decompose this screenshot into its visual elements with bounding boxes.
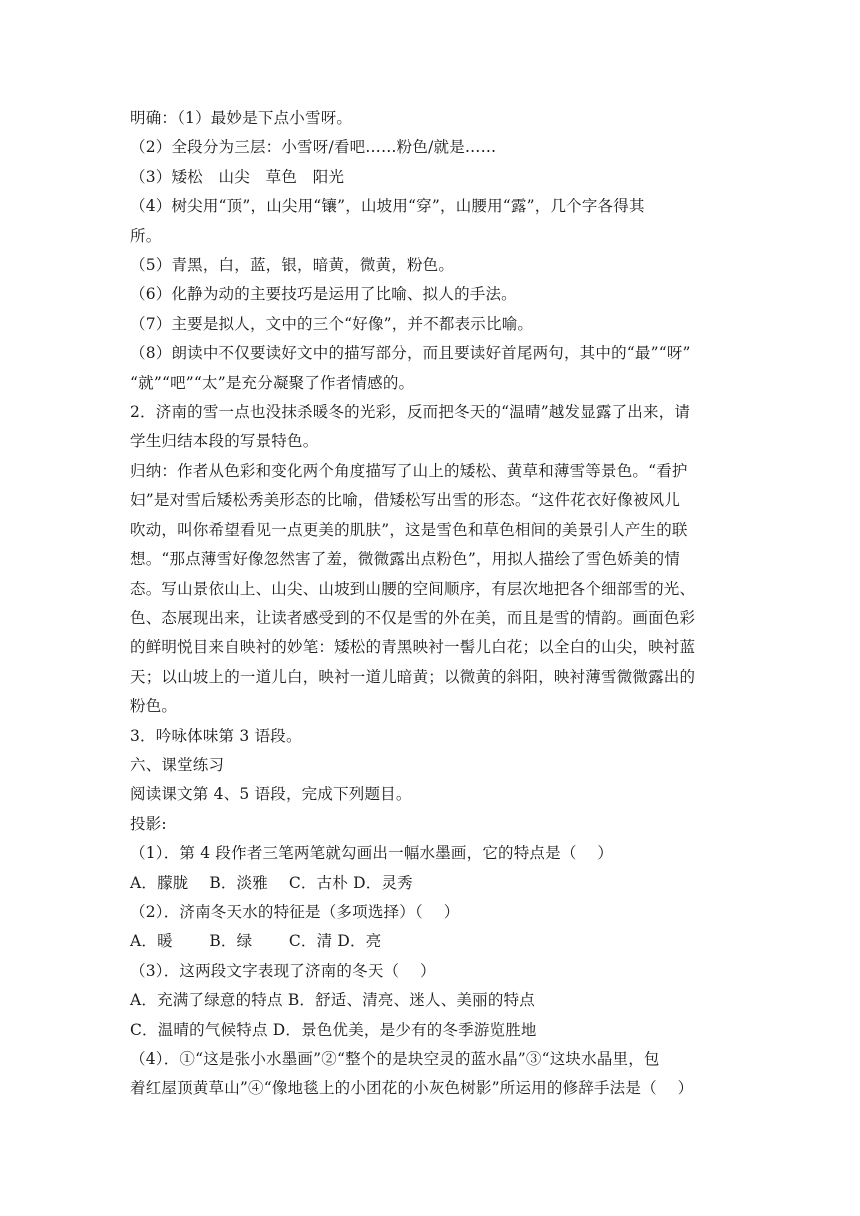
answer-4-line-2: 所。 bbox=[130, 226, 162, 245]
exercise-3-question: （3）．这两段文字表现了济南的冬天（ ） bbox=[130, 961, 436, 980]
summary-line-3: 吹动，叫你希望看见一点更美的肌肤”，这是雪色和草色相间的美景引人产生的联 bbox=[130, 520, 688, 539]
projection-label: 投影: bbox=[130, 814, 167, 833]
answer-3: （3）矮松 山尖 草色 阳光 bbox=[130, 167, 345, 186]
exercise-2-question: （2）．济南冬天水的特征是（多项选择）（ ） bbox=[130, 902, 460, 921]
practice-instruction: 阅读课文第 4、5 语段，完成下列题目。 bbox=[130, 785, 412, 804]
answer-4-line-1: （4）树尖用“顶”，山尖用“镶”，山坡用“穿”，山腰用“露”，几个字各得其 bbox=[130, 197, 645, 216]
summary-line-9: 粉色。 bbox=[130, 697, 178, 716]
summary-line-4: 想。“那点薄雪好像忽然害了羞，微微露出点粉色”，用拟人描绘了雪色娇美的情 bbox=[130, 550, 681, 569]
answer-2: （2）全段分为三层：小雪呀/看吧……粉色/就是…… bbox=[130, 138, 497, 157]
summary-line-5: 态。写山景依山上、山尖、山坡到山腰的空间顺序，有层次地把各个细部雪的光、 bbox=[130, 579, 696, 598]
answer-5: （5）青黑，白，蓝，银，暗黄，微黄，粉色。 bbox=[130, 256, 455, 275]
exercise-4-question-line-2: 着红屋顶黄草山”④“像地毯上的小团花的小灰色树影”所运用的修辞手法是（ ） bbox=[130, 1079, 694, 1098]
exercise-1-options: A．朦胧 B．淡雅 C．古朴 D．灵秀 bbox=[130, 873, 413, 892]
question-2-line-2: 学生归结本段的写景特色。 bbox=[130, 432, 319, 451]
answer-8-line-2: “就”“吧”“太”是充分凝聚了作者情感的。 bbox=[130, 373, 415, 392]
section-3-heading: 3．吟咏体味第 3 语段。 bbox=[130, 726, 302, 745]
practice-heading: 六、课堂练习 bbox=[130, 755, 225, 774]
document-page bbox=[130, 104, 734, 1104]
summary-line-6: 色、态展现出来，让读者感受到的不仅是雪的外在美，而且是雪的情韵。画面色彩 bbox=[130, 608, 696, 627]
answer-intro: 明确：（1）最妙是下点小雪呀。 bbox=[130, 109, 353, 127]
answer-7: （7）主要是拟人，文中的三个“好像”，并不都表示比喻。 bbox=[130, 314, 534, 333]
exercise-3-options-ab: A．充满了绿意的特点 B．舒适、清亮、迷人、美丽的特点 bbox=[130, 991, 535, 1010]
summary-line-7: 的鲜明悦目来自映衬的妙笔：矮松的青黑映衬一髻儿白花；以全白的山尖，映衬蓝 bbox=[130, 638, 696, 657]
exercise-1-question: （1）．第 4 段作者三笔两笔就勾画出一幅水墨画，它的特点是（ ） bbox=[130, 844, 614, 863]
summary-line-1: 归纳：作者从色彩和变化两个角度描写了山上的矮松、黄草和薄雪等景色。“看护 bbox=[130, 461, 688, 480]
question-2-line-1: 2．济南的雪一点也没抹杀暖冬的光彩，反而把冬天的“温晴”越发显露了出来，请 bbox=[130, 403, 691, 422]
summary-line-2: 妇”是对雪后矮松秀美形态的比喻，借矮松写出雪的形态。“这件花衣好像被风儿 bbox=[130, 491, 681, 510]
exercise-3-options-cd: C．温晴的气候特点 D．景色优美，是少有的冬季游览胜地 bbox=[130, 1020, 537, 1039]
summary-line-8: 天；以山坡上的一道儿白，映衬一道儿暗黄；以微黄的斜阳，映衬薄雪微微露出的 bbox=[130, 667, 696, 686]
exercise-4-question-line-1: （4）．①“这是张小水墨画”②“整个的是块空灵的蓝水晶”③“这块水晶里，包 bbox=[130, 1050, 660, 1068]
answer-6: （6）化静为动的主要技巧是运用了比喻、拟人的手法。 bbox=[130, 285, 517, 304]
exercise-2-options: A．暖 B．绿 C．清 D．亮 bbox=[130, 932, 382, 951]
answer-8-line-1: （8）朗读中不仅要读好文中的描写部分，而且要读好首尾两句，其中的“最”“呀” bbox=[130, 344, 691, 363]
